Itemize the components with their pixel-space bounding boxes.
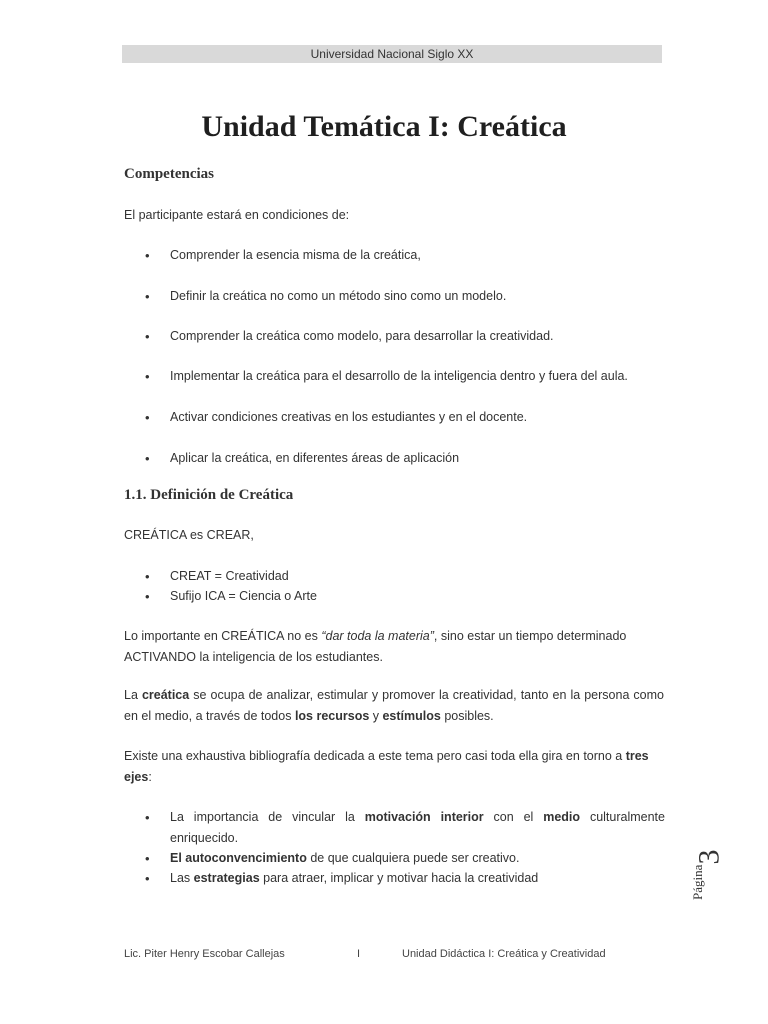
page-title: Unidad Temática I: Creática — [201, 110, 567, 143]
bullet-icon: • — [145, 851, 150, 866]
competencias-heading: Competencias — [124, 166, 214, 182]
list-item: • Las estrategias para atraer, implicar y motivar hacia la creatividad — [145, 868, 665, 889]
page-word: Página — [690, 864, 705, 900]
list-item: • Sufijo ICA = Ciencia o Arte — [145, 586, 665, 607]
list-item: • CREAT = Creatividad — [145, 566, 665, 587]
definicion-heading: 1.1. Definición de Creática — [124, 487, 294, 503]
footer-author: Lic. Piter Henry Escobar Callejas — [124, 948, 285, 960]
paragraph-importante: Lo importante en CREÁTICA no es “dar toda la materia”, sino estar un tiempo determinado ACTIVANDO la inteligencia de los estudiantes. — [124, 629, 627, 664]
list-item: • Definir la creática no como un método sino como un modelo. — [145, 286, 665, 307]
list-item: • Comprender la esencia misma de la creática, — [145, 245, 665, 266]
footer-separator: I — [357, 948, 361, 960]
bullet-icon: • — [145, 289, 150, 304]
bullet-icon: • — [145, 569, 150, 584]
list-item: • Aplicar la creática, en diferentes áreas de aplicación — [145, 448, 665, 469]
definicion-line: CREÁTICA es CREAR, — [124, 528, 254, 542]
bullet-icon: • — [145, 871, 150, 886]
bullet-icon: • — [145, 248, 150, 263]
bullet-icon: • — [145, 451, 150, 466]
bullet-icon: • — [145, 410, 150, 425]
footer-unit: Unidad Didáctica I: Creática y Creatividad — [402, 948, 606, 960]
competencias-intro: El participante estará en condiciones de: — [124, 208, 350, 222]
list-item: • Activar condiciones creativas en los estudiantes y en el docente. — [145, 407, 665, 428]
paragraph-creatica: La creática se ocupa de analizar, estimular y promover la creatividad, tanto en la persona como en el medio, a través de todos los recursos y estímulos posibles. — [124, 688, 664, 723]
header-bar — [122, 45, 662, 63]
bullet-icon: • — [145, 810, 150, 825]
list-item: • Comprender la creática como modelo, para desarrollar la creatividad. — [145, 326, 665, 347]
list-item: • La importancia de vincular la motivación interior con el medio culturalmente enriquecido. — [145, 807, 665, 849]
list-item: • Implementar la creática para el desarrollo de la inteligencia dentro y fuera del aula. — [145, 366, 665, 387]
institution-name: Universidad Nacional Siglo XX — [310, 47, 474, 61]
page-number-label — [690, 840, 740, 920]
paragraph-bibliografia: Existe una exhaustiva bibliografía dedicada a este tema pero casi toda ella gira en torno a tres ejes: — [124, 749, 649, 784]
bullet-icon: • — [145, 589, 150, 604]
page-number: 3 — [692, 849, 726, 865]
bullet-icon: • — [145, 369, 150, 384]
list-item: • El autoconvencimiento de que cualquiera puede ser creativo. — [145, 848, 665, 869]
bullet-icon: • — [145, 329, 150, 344]
